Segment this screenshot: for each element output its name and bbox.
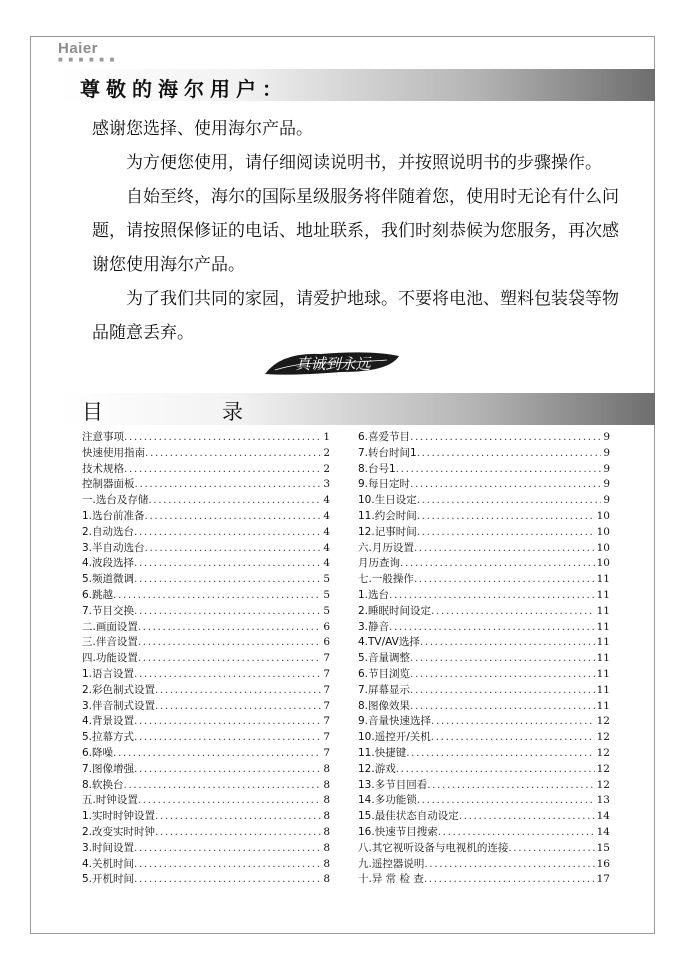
toc-entry-label: 3.静音 [358,620,390,633]
toc-entry-page: 6 [323,620,330,633]
toc-leader-dots [417,525,595,541]
toc-entry-label: 2.自动选台 [82,525,135,538]
toc-entry [358,746,610,762]
toc-entry-page: 5 [323,573,330,586]
toc-leader-dots [424,872,595,888]
toc-entry [82,525,330,541]
toc-leader-dots [113,746,321,762]
toc-entry [358,572,610,588]
toc-entry-label: 5.拉幕方式 [82,731,135,744]
toc-entry-page: 10 [596,525,610,538]
toc-entry [358,872,610,888]
toc-leader-dots [134,525,321,541]
toc-entry-page: 7 [323,699,330,712]
toc-entry-page: 8 [323,762,330,775]
toc-leader-dots [145,541,322,557]
toc-entry-label: 3.半自动选台 [82,541,145,554]
toc-entry [358,477,610,493]
toc-leader-dots [134,841,321,857]
toc-leader-dots [410,667,595,683]
letter-paragraph-2: 为方便您使用，请仔细阅读说明书，并按照说明书的步骤操作。 [126,153,602,173]
toc-entry-label: 四.功能设置 [82,652,138,665]
toc-entry-label: 二.画面设置 [82,620,138,633]
toc-entry-label: 11.快捷键 [358,746,407,759]
contents-band [59,393,655,425]
toc-entry-page: 5 [323,604,330,617]
toc-leader-dots [138,620,321,636]
toc-entry-label: 7.转台时间1 [358,446,417,459]
toc-entry-label: 6.节目浏览 [358,667,411,680]
toc-entry-label: 4.TV/AV选择 [358,636,420,649]
toc-entry [358,857,610,873]
toc-leader-dots [155,825,321,841]
toc-entry-page: 10 [596,509,610,522]
toc-entry-page: 6 [323,636,330,649]
toc-entry-label: 1.语言设置 [82,667,135,680]
toc-leader-dots [134,857,321,873]
toc-leader-dots [508,841,594,857]
toc-leader-dots [431,730,595,746]
toc-entry-label: 8.图像效果 [358,699,411,712]
toc-leader-dots [410,699,595,715]
toc-entry-page: 2 [323,446,330,459]
toc-entry-page: 11 [596,667,610,680]
toc-entry-page: 8 [323,794,330,807]
toc-leader-dots [417,446,602,462]
toc-leader-dots [134,572,321,588]
toc-entry-label: 3.时间设置 [82,841,135,854]
toc-entry [358,825,610,841]
toc-entry-page: 2 [323,462,330,475]
toc-entry-page: 7 [323,746,330,759]
toc-entry-page: 7 [323,683,330,696]
toc-leader-dots [134,730,321,746]
toc-entry [358,809,610,825]
toc-entry-page: 14 [596,825,610,838]
toc-entry-page: 10 [596,541,610,554]
toc-entry [82,477,330,493]
toc-leader-dots [414,572,595,588]
toc-entry-page: 4 [323,525,330,538]
toc-leader-dots [414,541,595,557]
letter-paragraph-1: 感谢您选择、使用海尔产品。 [92,119,313,139]
toc-leader-dots [138,793,321,809]
toc-entry [358,762,610,778]
toc-entry-page: 9 [603,462,610,475]
toc-leader-dots [431,714,595,730]
toc-entry-label: 5.频道微调 [82,573,135,586]
toc-entry [82,872,330,888]
toc-entry-label: 9.音量快速选择 [358,715,432,728]
toc-leader-dots [145,509,322,525]
toc-entry [82,778,330,794]
toc-entry [358,793,610,809]
toc-leader-dots [400,556,595,572]
toc-leader-dots [134,762,321,778]
toc-entry [358,556,610,572]
toc-entry-page: 4 [323,557,330,570]
toc-entry-page: 8 [323,810,330,823]
toc-leader-dots [148,493,321,509]
toc-entry-label: 1.实时时钟设置 [82,810,156,823]
toc-entry [82,462,330,478]
toc-entry-page: 7 [323,652,330,665]
seal-text: 真诚到永远 [295,355,371,373]
toc-entry-page: 11 [596,573,610,586]
toc-entry-page: 7 [323,667,330,680]
toc-entry [358,525,610,541]
toc-leader-dots [431,604,595,620]
toc-entry-label: 6.跳越 [82,588,114,601]
toc-entry-label: 2.彩色制式设置 [82,683,156,696]
toc-entry [82,857,330,873]
toc-entry [82,809,330,825]
toc-entry-label: 六.月历设置 [358,541,414,554]
toc-leader-dots [134,556,321,572]
toc-leader-dots [410,651,595,667]
toc-entry [358,493,610,509]
toc-leader-dots [420,635,595,651]
toc-entry-page: 4 [323,541,330,554]
toc-entry-page: 11 [596,652,610,665]
toc-entry-label: 4.关机时间 [82,857,135,870]
toc-entry-page: 9 [603,446,610,459]
toc-entry-page: 12 [596,778,610,791]
toc-entry [82,620,330,636]
toc-entry [358,730,610,746]
toc-entry [82,683,330,699]
toc-leader-dots [138,651,321,667]
toc-entry [358,651,610,667]
toc-entry [82,493,330,509]
toc-entry [358,635,610,651]
letter-paragraph-4: 为了我们共同的家园，请爱护地球。不要将电池、塑料包装袋等物品随意丢弃。 [92,289,619,343]
toc-entry-label: 10.遥控开/关机 [358,731,431,744]
toc-entry-label: 七.一般操作 [358,573,414,586]
toc-entry [82,746,330,762]
toc-entry-page: 8 [323,778,330,791]
toc-leader-dots [406,746,594,762]
toc-entry-label: 月历查询 [358,557,400,570]
toc-entry-page: 4 [323,494,330,507]
toc-entry-page: 17 [596,873,610,886]
toc-leader-dots [424,857,594,873]
brand-slogan-seal [261,348,403,378]
toc-leader-dots [389,588,595,604]
toc-entry [358,541,610,557]
toc-entry-page: 7 [323,715,330,728]
toc-entry-label: 15.最佳状态自动设定 [358,810,459,823]
contents-title-b: 录 [222,400,249,424]
toc-entry [82,667,330,683]
toc-entry [82,446,330,462]
toc-entry-page: 9 [603,494,610,507]
toc-entry-label: 控制器面板 [82,478,135,491]
toc-leader-dots [396,762,595,778]
toc-entry [358,604,610,620]
toc-entry-page: 8 [323,841,330,854]
toc-entry [358,462,610,478]
toc-entry [82,841,330,857]
brand-logo: Haier [58,40,99,57]
welcome-letter [92,112,622,350]
toc-leader-dots [124,430,321,446]
toc-entry-label: 9.每日定时 [358,478,411,491]
toc-leader-dots [155,683,321,699]
toc-entry-label: 12.记事时间 [358,525,417,538]
toc-entry-label: 五.时钟设置 [82,794,138,807]
toc-entry [358,778,610,794]
toc-leader-dots [417,793,595,809]
toc-leader-dots [410,477,601,493]
toc-entry-page: 3 [323,478,330,491]
toc-entry [358,588,610,604]
toc-entry-page: 12 [596,715,610,728]
toc-entry-page: 8 [323,873,330,886]
toc-entry-page: 12 [596,731,610,744]
toc-entry [82,730,330,746]
contents-title-a: 目 [82,400,109,424]
toc-entry-label: 8.台号1 [358,462,396,475]
toc-entry-page: 7 [323,731,330,744]
toc-entry [82,588,330,604]
toc-leader-dots [124,462,321,478]
toc-entry [358,620,610,636]
toc-leader-dots [389,620,595,636]
toc-leader-dots [155,699,321,715]
toc-entry-page: 11 [596,604,610,617]
toc-entry-page: 15 [596,841,610,854]
toc-entry [82,604,330,620]
toc-leader-dots [427,778,594,794]
toc-entry-page: 11 [596,636,610,649]
toc-entry-page: 10 [596,557,610,570]
letter-paragraph-3: 自始至终，海尔的国际星级服务将伴随着您，使用时无论有什么问题，请按照保修证的电话、地址联系，我们时刻恭候为您服务，再次感谢您使用海尔产品。 [92,187,619,275]
toc-entry [358,430,610,446]
toc-entry-label: 6.喜爱节目 [358,431,411,443]
toc-entry [82,541,330,557]
toc-entry-page: 16 [596,857,610,870]
toc-entry-page: 4 [323,509,330,522]
toc-entry [82,635,330,651]
toc-leader-dots [459,809,595,825]
toc-leader-dots [410,430,601,446]
toc-entry-label: 7.节目交换 [82,604,135,617]
toc-entry-label: 8.软换台 [82,778,124,791]
toc-entry-page: 14 [596,810,610,823]
toc-entry [82,572,330,588]
toc-entry-label: 11.约会时间 [358,509,417,522]
toc-leader-dots [417,509,595,525]
toc-entry-label: 5.开机时间 [82,873,135,886]
brand-dots: ■ ■ ■ ■ ■ ■ [58,57,117,63]
toc-entry [358,509,610,525]
toc-entry [82,714,330,730]
toc-entry-label: 2.改变实时时钟 [82,825,156,838]
toc-entry-label: 4.背景设置 [82,715,135,728]
toc-entry-label: 八.其它视听设备与电视机的连接 [358,841,509,854]
toc-entry-page: 8 [323,857,330,870]
toc-entry-label: 13.多节目回看 [358,778,428,791]
toc-entry-page: 11 [596,683,610,696]
toc-leader-dots [438,825,595,841]
toc-entry [82,825,330,841]
toc-entry-page: 13 [596,794,610,807]
toc-entry-label: 12.游戏 [358,762,396,775]
toc-entry-page: 1 [323,431,330,443]
toc-entry-page: 12 [596,746,610,759]
toc-entry-page: 8 [323,825,330,838]
toc-entry-label: 7.屏幕显示 [358,683,411,696]
toc-entry-label: 1.选台前准备 [82,509,145,522]
page-title: 尊敬的海尔用户： [80,77,288,101]
toc-leader-dots [410,683,595,699]
toc-entry-label: 十.异 常 检 查 [358,873,424,886]
toc-entry-label: 注意事项 [82,431,124,443]
toc-entry [82,509,330,525]
toc-entry [82,556,330,572]
toc-leader-dots [134,714,321,730]
toc-entry [358,667,610,683]
contents-column-left [82,430,330,888]
toc-leader-dots [134,667,321,683]
toc-entry [358,841,610,857]
toc-entry [358,714,610,730]
toc-leader-dots [135,477,322,493]
toc-entry-page: 5 [323,588,330,601]
toc-entry [82,793,330,809]
toc-entry-label: 5.音量调整 [358,652,411,665]
toc-entry [358,446,610,462]
toc-entry-label: 16.快速节目搜索 [358,825,438,838]
toc-entry-label: 2.睡眠时间设定 [358,604,432,617]
toc-entry-label: 技术规格 [82,462,124,475]
toc-leader-dots [417,493,602,509]
contents-column-right [358,430,610,888]
toc-entry-label: 4.波段选择 [82,557,135,570]
toc-leader-dots [155,809,321,825]
toc-entry-label: 九.遥控器说明 [358,857,425,870]
toc-entry [82,762,330,778]
toc-leader-dots [113,588,321,604]
toc-entry-label: 10.生日设定 [358,494,417,507]
toc-entry-label: 一.选台及存储 [82,494,149,507]
toc-leader-dots [134,872,321,888]
toc-entry-label: 7.图像增强 [82,762,135,775]
toc-entry-label: 14.多功能锁 [358,794,417,807]
toc-entry-page: 9 [603,478,610,491]
toc-entry-label: 三.伴音设置 [82,636,138,649]
toc-entry [82,651,330,667]
toc-leader-dots [145,446,321,462]
toc-entry [82,699,330,715]
toc-entry-page: 12 [596,762,610,775]
toc-entry-page: 11 [596,620,610,633]
toc-entry-label: 6.降噪 [82,746,114,759]
toc-leader-dots [138,635,321,651]
toc-entry [358,683,610,699]
toc-leader-dots [396,462,602,478]
toc-entry-page: 11 [596,699,610,712]
toc-entry-label: 3.伴音制式设置 [82,699,156,712]
toc-entry [358,699,610,715]
toc-entry-page: 11 [596,588,610,601]
toc-entry-label: 1.选台 [358,588,390,601]
toc-entry-page: 9 [603,431,610,443]
toc-entry [82,430,330,446]
toc-entry-label: 快速使用指南 [82,446,145,459]
toc-leader-dots [124,778,322,794]
toc-leader-dots [134,604,321,620]
